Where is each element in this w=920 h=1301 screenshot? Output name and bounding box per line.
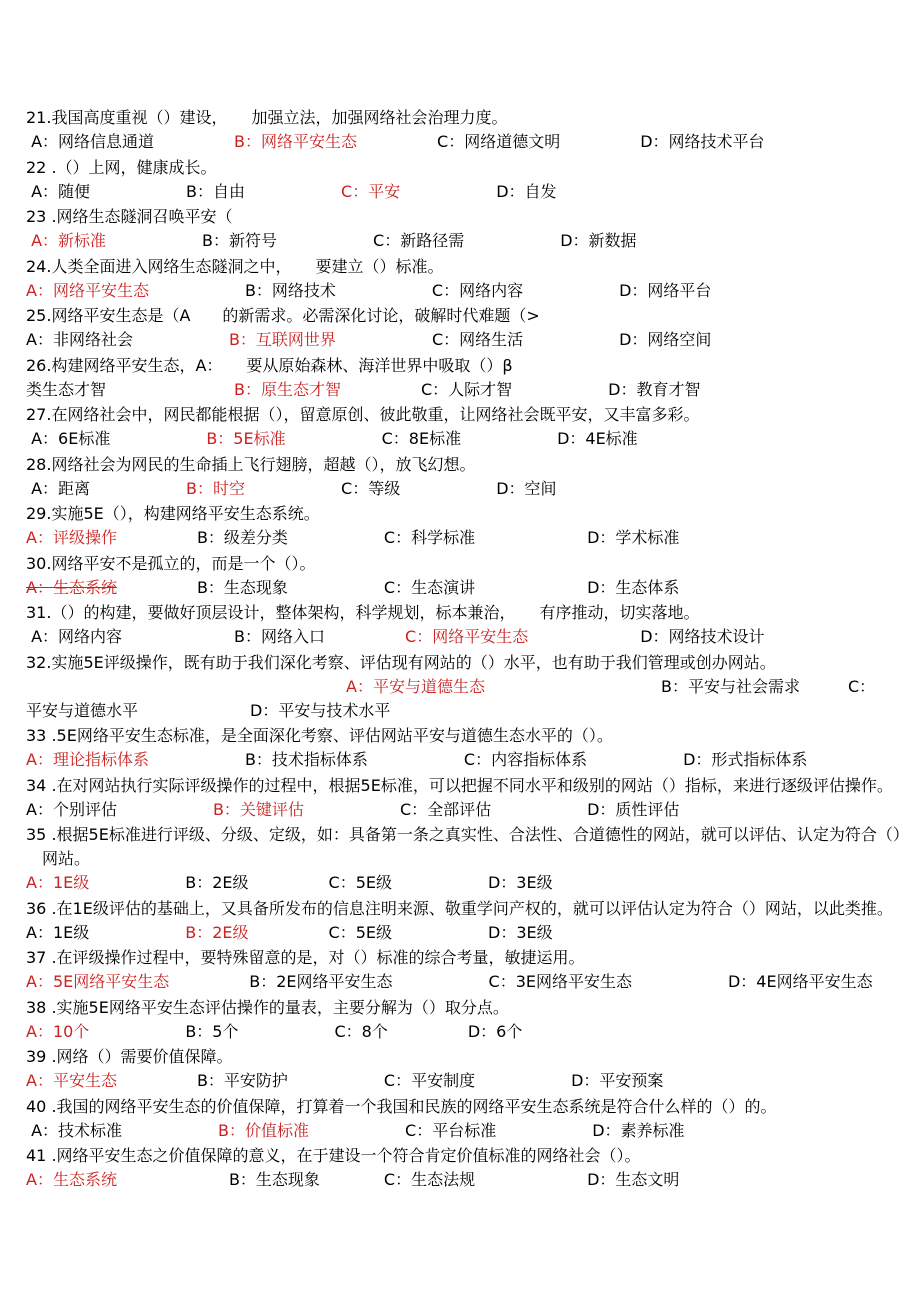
correct-answer-text: A：评级操作 [26,528,117,547]
text-segment: B：平安防护 C：平安制度 D：平安预案 [116,1071,664,1090]
question-text-line [26,996,906,1020]
options-line [26,798,906,822]
options-line [26,1119,906,1143]
text-segment: A：技术标准 [26,1120,219,1140]
text-segment [26,677,346,696]
text-segment: B：生态现象 C：生态演讲 D：生态体系 [116,577,680,597]
question-text-line [26,502,906,526]
text-segment: C：全部评估 D：质性评估 [303,799,680,819]
options-line [26,625,906,649]
correct-answer-text: B：2E级 [185,922,249,942]
options-line [26,1020,906,1044]
options-line [26,871,906,895]
question-32 [26,651,906,723]
text-segment: 28.网络社会为网民的生命插上飞行翅膀，超越（），放飞幻想。 [26,454,476,474]
question-text-line [26,651,906,675]
options-line [26,130,906,154]
question-text-line [26,106,906,130]
question-27 [26,403,906,451]
question-40 [26,1095,906,1143]
text-segment: B：新符号 C：新路径需 D：新数据 [106,231,637,250]
text-segment: 29.实施5E（），构建网络平安生态系统。 [26,504,320,523]
continuation-line [26,847,906,871]
options-line [26,378,906,402]
question-text-line [26,897,906,921]
correct-answer-text: B：网络平安生态 [234,132,358,151]
question-33 [26,724,906,772]
text-segment: 30.网络平安不是孤立的，而是一个（）。 [26,553,316,573]
question-23 [26,205,906,253]
text-segment: B：技术指标体系 C：内容指标体系 D：形式指标体系 [148,750,808,769]
text-segment: C：等级 D：空间 [245,478,557,498]
question-text-line [26,205,906,229]
text-segment: 23 .网络生态隧洞召唤平安（ [26,207,233,226]
options-line [26,1168,906,1192]
correct-answer-text: B：价值标准 [218,1120,310,1140]
text-segment: B：2E网络平安生态 C：3E网络平安生态 D：4E网络平安生态 [169,972,873,991]
text-segment: 25.网络平安生态是（A 的新需求。必需深化讨论，破解时代难题（> [26,306,540,325]
options-line [26,477,906,501]
question-24 [26,255,906,303]
question-34 [26,774,906,822]
question-39 [26,1045,906,1093]
options-line [26,279,906,303]
text-segment: 36 .在1E级评估的基础上，又具备所发布的信息注明来源、敬重学问产权的，就可以评估认定为符合（）网站，以此类推。 [26,898,893,918]
question-30 [26,552,906,600]
correct-answer-text: A：理论指标体系 [26,750,149,769]
question-text-line [26,946,906,970]
options-line [26,229,906,253]
text-segment: A：6E标准 [26,429,207,448]
question-28 [26,453,906,501]
correct-answer-text: A：新标准 [26,231,107,250]
text-segment: 27.在网络社会中，网民都能根据（），留意原创、彼此敬重，让网络社会既平安，又丰富多彩。 [26,405,700,424]
question-21 [26,106,906,154]
question-text-line [26,403,906,427]
text-segment: 类生态才智 [26,379,235,399]
question-26 [26,354,906,402]
question-text-line [26,304,906,328]
question-36 [26,897,906,945]
text-segment: 网站。 [26,849,91,868]
question-text-line [26,601,906,625]
question-31 [26,601,906,649]
options-line [26,526,906,550]
question-41 [26,1144,906,1192]
options-line [26,1069,906,1093]
options-line [26,427,906,451]
correct-answer-text: B：互联网世界 [228,330,336,349]
question-text-line [26,453,906,477]
text-segment: C：网络道德文明 D：网络技术平台 [357,132,765,151]
question-25 [26,304,906,352]
correct-answer-text: B：5E标准 [206,429,286,448]
text-segment: 35 .根据5E标准进行评级、分级、定级，如：具备第一条之真实性、合法性、合道德性的网站，就可以评估、认定为符合（） [26,825,909,844]
correct-answer-text: A：1E级 [26,873,90,892]
text-segment: 38 .实施5E网络平安生态评估操作的量表，主要分解为（）取分点。 [26,997,509,1017]
text-segment: 32.实施5E评级操作，既有助于我们深化考察、评估现有网站的（）水平，也有助于我们管理或创办网站。 [26,652,776,672]
text-segment: 37 .在评级操作过程中，要特殊留意的是，对（）标准的综合考量，敏捷运用。 [26,948,585,967]
text-segment: B：生态现象 C：生态法规 D：生态文明 [116,1170,680,1189]
options-line [26,748,906,772]
options-line [26,576,906,600]
question-37 [26,946,906,994]
text-segment: 24.人类全面进入网络生态隧洞之中， 要建立（）标准。 [26,256,444,276]
question-text-line [26,1095,906,1119]
correct-answer-text: B：原生态才智 [234,379,341,399]
question-22 [26,156,906,204]
text-segment: A：非网络社会 [26,330,229,349]
text-segment: A：网络内容 B：网络入口 [26,627,406,646]
text-segment: B：2E级 C：5E级 D：3E级 [89,873,553,892]
text-segment: 34 .在对网站执行实际评级操作的过程中，根据5E标准，可以把握不同水平和级别的网站（）指标，来进行逐级评估操作。 [26,775,893,795]
question-text-line [26,1144,906,1168]
question-text-line [26,823,909,847]
text-segment: A：距离 [26,478,187,498]
text-segment: 33 .5E网络平安生态标准，是全面深化考察、评估网站平安与道德生态水平的（）。 [26,726,613,745]
question-text-line [26,156,906,180]
text-segment: A：网络信息通道 [26,132,235,151]
question-35 [26,823,909,895]
correct-answer-text: A：生态系统 [26,577,117,597]
text-segment: A：个别评估 [26,799,213,819]
text-segment: D：自发 [400,181,557,201]
correct-answer-text: A：网络平安生态 [26,280,149,300]
correct-answer-text: A：5E网络平安生态 [26,972,170,991]
text-segment: B：平安与社会需求 C： [484,676,876,696]
correct-answer-text: A：平安与道德生态 [346,676,485,696]
question-29 [26,502,906,550]
text-segment: A：1E级 [26,922,186,942]
text-segment: 平安与道德水平 D：平安与技术水平 [26,700,391,720]
text-segment: 40 .我国的网络平安生态的价值保障，打算着一个我国和民族的网络平安生态系统是符合什么样的（）的。 [26,1096,777,1116]
correct-answer-text: B：关键评估 [212,799,304,819]
correct-answer-text: A：生态系统 [26,1170,117,1189]
text-segment: 21.我国高度重视（）建设， 加强立法，加强网络社会治理力度。 [26,108,508,127]
question-text-line [26,724,906,748]
options-line [26,180,906,204]
options-line [26,328,906,352]
text-segment: A：随便 B：自由 [26,181,342,201]
question-text-line [26,255,906,279]
text-segment: C：5E级 D：3E级 [248,922,553,942]
text-segment: 31.（）的构建，要做好顶层设计，整体架构，科学规划，标本兼治， 有序推动，切实落地。 [26,603,700,622]
text-segment: C：平台标准 D：素养标准 [309,1120,685,1140]
correct-answer-text: C：平安 [341,181,401,201]
correct-answer-text: C：网络平安生态 [405,627,529,646]
text-segment: C：人际才智 D：教育才智 [341,379,701,399]
options-line [26,675,906,699]
text-segment: 39 .网络（）需要价值保障。 [26,1047,233,1066]
correct-answer-text: A：平安生态 [26,1071,117,1090]
continuation-line [26,699,906,723]
text-segment: 22 .（）上网，健康成长。 [26,157,217,177]
question-text-line [26,774,906,798]
text-segment: 41 .网络平安生态之价值保障的意义，在于建设一个符合肯定价值标准的网络社会（）。 [26,1146,641,1165]
text-segment: B：网络技术 C：网络内容 D：网络平台 [148,280,712,300]
text-segment: D：网络技术设计 [528,627,765,646]
text-segment: B：5个 C：8个 D：6个 [89,1021,523,1041]
options-line [26,921,906,945]
text-segment: B：级差分类 C：科学标准 D：学术标准 [116,528,680,547]
correct-answer-text: B：时空 [186,478,246,498]
text-segment: 26.构建网络平安生态，A： 要从原始森林、海洋世界中吸取（）β [26,355,513,375]
text-segment: C：8E标准 D：4E标准 [285,429,638,448]
question-text-line [26,354,906,378]
question-38 [26,996,906,1044]
text-segment: C：网络生活 D：网络空间 [335,330,712,349]
options-line [26,970,906,994]
question-text-line [26,552,906,576]
question-text-line [26,1045,906,1069]
correct-answer-text: A：10个 [26,1021,90,1041]
